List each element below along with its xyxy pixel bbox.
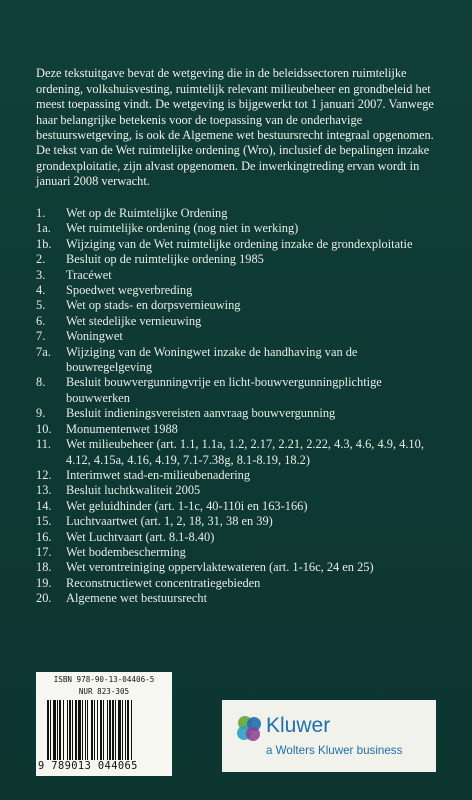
contents-item-number: 2.: [36, 252, 46, 267]
contents-item-number: 1b.: [36, 236, 52, 251]
contents-item-number: 9.: [36, 406, 46, 421]
intro-text: Deze tekstuitgave bevat de wetgeving die in de beleidssectoren ruimtelijke ordening, volkshuisvesting, ruimtelijk relevant milieubeheer en grondbeleid het meest toepassing vindt. De wetgeving is bijgewerkt tot 1 januari 2007. Vanwege haar belangrijke betekenis voor de toepassing van de onderhavige bestuurswetgeving, is ook de Algemene wet bestuursrecht integraal opgenomen. De tekst van de Wet ruimtelijke ordening (Wro), inclusief de bepalingen inzake grondexploitatie, zijn alvast opgenomen. De inwerkingtreding ervan wordt in januari 2008 verwacht.: [36, 66, 434, 189]
contents-item-title: Woningwet: [66, 329, 123, 344]
contents-item-title: Wet ruimtelijke ordening (nog niet in werking): [66, 221, 299, 236]
contents-item-number: 17.: [36, 544, 52, 559]
contents-item-number: 12.: [36, 467, 52, 482]
contents-item-number: 4.: [36, 283, 46, 298]
contents-item-title: Wet stedelijke vernieuwing: [66, 313, 202, 328]
kluwer-logo-icon: [232, 712, 266, 746]
contents-item: [36, 406, 446, 421]
contents-item-number: 1a.: [36, 221, 51, 236]
publisher-name: Kluwer: [266, 714, 331, 737]
contents-item: [36, 437, 446, 468]
barcode-bars: [45, 700, 165, 760]
contents-item: [36, 591, 446, 606]
contents-item-title: Wet geluidhinder (art. 1-1c, 40-110i en 163-166): [66, 498, 308, 513]
isbn-text: ISBN 978-90-13-04406-5: [53, 675, 155, 684]
contents-item-title: Spoedwet wegverbreding: [66, 283, 193, 298]
contents-item-number: 16.: [36, 529, 52, 544]
contents-item-number: 7a.: [36, 344, 51, 359]
contents-item: [36, 237, 446, 252]
contents-list: [36, 206, 446, 607]
contents-item: [36, 530, 446, 545]
contents-item-title: Algemene wet bestuursrecht: [66, 591, 208, 606]
barcode-label: [36, 672, 172, 776]
contents-item-number: 7.: [36, 329, 46, 344]
contents-item-number: 3.: [36, 267, 46, 282]
contents-item-title: Wet op stads- en dorpsvernieuwing: [66, 298, 241, 313]
contents-item-number: 20.: [36, 591, 52, 606]
contents-item-number: 19.: [36, 575, 52, 590]
contents-item: [36, 514, 446, 529]
contents-item-number: 1.: [36, 206, 46, 220]
publisher-logo-box: [222, 700, 436, 772]
contents-item-number: 8.: [36, 375, 46, 390]
contents-item: [36, 499, 446, 514]
contents-item-number: 15.: [36, 514, 52, 529]
contents-item-title: Besluit indieningsvereisten aanvraag bouwvergunning: [66, 406, 336, 421]
publisher-tagline: a Wolters Kluwer business: [266, 744, 403, 757]
contents-item: [36, 375, 446, 406]
contents-item: [36, 468, 446, 483]
contents-item: [36, 252, 446, 267]
contents-item: [36, 283, 446, 298]
barcode-digits: 9 789013 044065: [38, 760, 138, 772]
contents-item: [36, 314, 446, 329]
contents-item-title: Monumentenwet 1988: [66, 421, 178, 436]
contents-item-title: Wet milieubeheer (art. 1.1, 1.1a, 1.2, 2.17, 2.21, 2.22, 4.3, 4.6, 4.9, 4.10, 4.12, 4.15a, 4.16, 4.19, 7.1-7.38g, 8.1-8.19, 18.2): [66, 437, 424, 467]
contents-item: [36, 268, 446, 283]
contents-item-title: Wet Luchtvaart (art. 8.1-8.40): [66, 529, 215, 544]
contents-item-title: Interimwet stad-en-milieubenadering: [66, 467, 251, 482]
contents-item-title: Luchtvaartwet (art. 1, 2, 18, 31, 38 en 39): [66, 514, 273, 529]
contents-item: [36, 545, 446, 560]
contents-item-title: Wet verontreiniging oppervlaktewateren (art. 1-16c, 24 en 25): [66, 560, 374, 575]
nur-text: NUR 823-305: [78, 687, 130, 696]
contents-item-title: Wijziging van de Woningwet inzake de handhaving van de bouwregelgeving: [66, 344, 358, 375]
contents-item-title: Reconstructiewet concentratiegebieden: [66, 575, 261, 590]
contents-item-title: Wijziging van de Wet ruimtelijke ordening inzake de grondexploitatie: [66, 236, 413, 251]
contents-item: [36, 422, 446, 437]
contents-item: [36, 560, 446, 575]
contents-item-title: Besluit op de ruimtelijke ordening 1985: [66, 252, 264, 267]
contents-item-number: 13.: [36, 483, 52, 498]
contents-item: [36, 345, 446, 376]
contents-item-number: 11.: [36, 437, 52, 452]
contents-item: [36, 483, 446, 498]
contents-item: [36, 206, 446, 221]
contents-item-number: 14.: [36, 498, 52, 513]
contents-item: [36, 221, 446, 236]
contents-item-number: 5.: [36, 298, 46, 313]
contents-item-title: Besluit luchtkwaliteit 2005: [66, 483, 201, 498]
contents-item-title: Tracéwet: [66, 267, 112, 282]
contents-item-number: 18.: [36, 560, 52, 575]
contents-item: [36, 329, 446, 344]
contents-item-number: 10.: [36, 421, 52, 436]
contents-item-number: 6.: [36, 313, 46, 328]
contents-item: [36, 576, 446, 591]
contents-item-title: Wet bodembescherming: [66, 544, 186, 559]
contents-item-title: Wet op de Ruimtelijke Ordening: [66, 206, 228, 220]
contents-item-title: Besluit bouwvergunningvrije en licht-bouwvergunningplichtige bouwwerken: [66, 375, 382, 405]
contents-item: [36, 298, 446, 313]
